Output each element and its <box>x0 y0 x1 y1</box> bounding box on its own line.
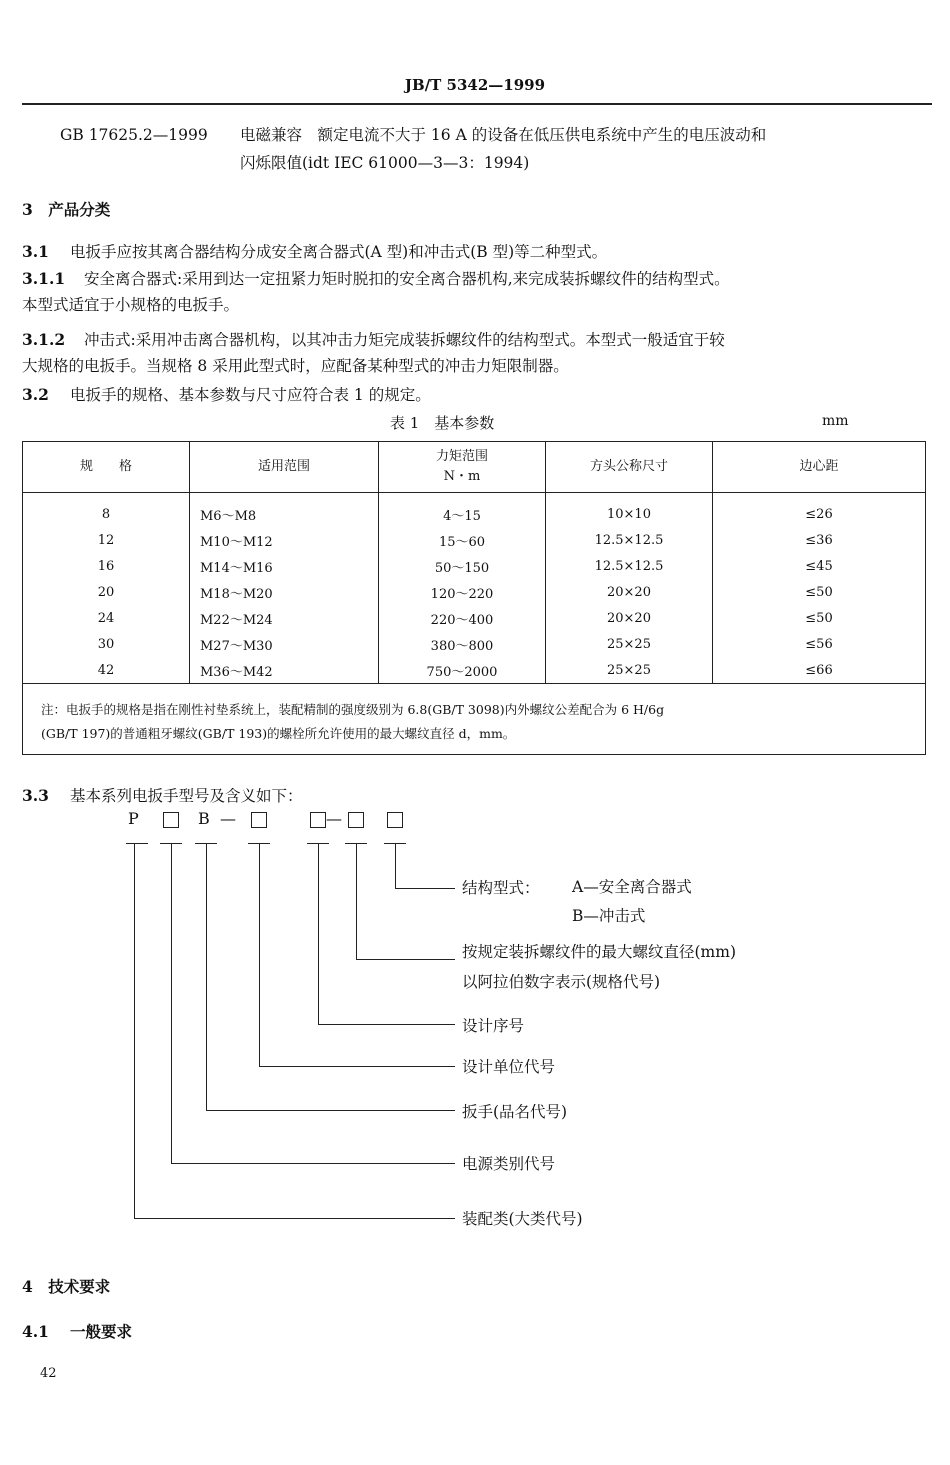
clause-3-1-2-cont: 大规格的电扳手。当规格 8 采用此型式时，应配备某种型式的冲击力矩限制器。 <box>22 357 569 375</box>
section-4-title: 4 技术要求 <box>22 1277 111 1296</box>
cell-square: 12.5×12.5 <box>546 527 713 553</box>
clause-3-1 <box>22 238 607 266</box>
table-row <box>23 631 926 657</box>
leader-vertical <box>134 843 135 1218</box>
header-range: 适用范围 <box>190 442 379 493</box>
cell-center: ≤50 <box>713 605 926 631</box>
header-spec: 规 格 <box>23 442 190 493</box>
document-header: JB/T 5342—1999 <box>404 76 546 94</box>
table-row <box>23 579 926 605</box>
header-torque <box>379 442 546 493</box>
label-wrench: 扳手(品名代号) <box>462 1103 568 1121</box>
cell-square: 20×20 <box>546 579 713 605</box>
cell-center: ≤36 <box>713 527 926 553</box>
clause-3-3 <box>22 782 303 810</box>
clause-text: 基本系列电扳手型号及含义如下： <box>70 787 303 805</box>
leader-horizontal <box>395 888 455 889</box>
clause-text: 电扳手的规格、基本参数与尺寸应符合表 1 的规定。 <box>70 386 431 404</box>
cell-square: 10×10 <box>546 493 713 528</box>
leader-horizontal <box>318 1024 455 1025</box>
cell-spec: 16 <box>23 553 190 579</box>
code-letter-b: B <box>198 809 210 828</box>
clause-text: 冲击式:采用冲击离合器机构，以其冲击力矩完成装拆螺纹件的结构型式。本型式一般适宜于较 <box>84 331 725 349</box>
label-design-seq: 设计序号 <box>462 1017 525 1035</box>
cell-center: ≤26 <box>713 493 926 528</box>
label-max-diameter-cont: 以阿拉伯数字表示(规格代号) <box>462 973 661 991</box>
reference-code: GB 17625.2—1999 <box>60 126 208 144</box>
header-square: 方头公称尺寸 <box>546 442 713 493</box>
cell-spec: 30 <box>23 631 190 657</box>
leader-vertical <box>356 843 357 959</box>
table-note-line1: 注：电扳手的规格是指在刚性衬垫系统上，装配精制的强度级别为 6.8(GB/T 3098)内外螺纹公差配合为 6 H/6g <box>41 702 665 717</box>
cell-spec: 20 <box>23 579 190 605</box>
clause-3-1-1 <box>22 265 730 293</box>
cell-spec: 12 <box>23 527 190 553</box>
header-center: 边心距 <box>713 442 926 493</box>
leader-vertical <box>318 843 319 1024</box>
cell-center: ≤66 <box>713 657 926 684</box>
label-type-a: A—安全离合器式 <box>572 878 692 896</box>
cell-torque: 50～150 <box>379 553 546 579</box>
header-torque-label: 力矩范围 <box>435 449 488 464</box>
cell-torque: 15～60 <box>379 527 546 553</box>
leader-vertical <box>206 843 207 1110</box>
table-note-line2: (GB/T 197)的普通粗牙螺纹(GB/T 193)的螺栓所允许使用的最大螺纹直径 d，mm。 <box>41 726 516 741</box>
leader-horizontal <box>206 1110 455 1111</box>
clause-4-1 <box>22 1318 132 1346</box>
table-row <box>23 657 926 684</box>
reference-title-line1: 电磁兼容 额定电流不大于 16 A 的设备在低压供电系统中产生的电压波动和 <box>240 126 767 144</box>
leader-vertical <box>171 843 172 1163</box>
label-power: 电源类别代号 <box>462 1155 556 1173</box>
label-design-unit: 设计单位代号 <box>462 1058 556 1076</box>
table-row <box>23 527 926 553</box>
cell-torque: 220～400 <box>379 605 546 631</box>
cell-range: M14～M16 <box>190 553 379 579</box>
label-max-diameter: 按规定装拆螺纹件的最大螺纹直径(mm) <box>462 943 736 961</box>
clause-text: 一般要求 <box>70 1322 133 1341</box>
header-torque-unit: N・m <box>443 469 481 484</box>
leader-vertical <box>395 843 396 888</box>
leader-horizontal <box>134 1218 455 1219</box>
cell-center: ≤56 <box>713 631 926 657</box>
clause-number: 3.3 <box>22 786 49 805</box>
clause-number: 3.1.1 <box>22 269 66 288</box>
cell-range: M36～M42 <box>190 657 379 684</box>
cell-square: 25×25 <box>546 657 713 684</box>
cell-torque: 120～220 <box>379 579 546 605</box>
table-header-row <box>23 442 926 493</box>
design-unit-box <box>251 812 267 828</box>
page-number: 42 <box>40 1366 57 1381</box>
section-3-title: 3 产品分类 <box>22 200 111 219</box>
cell-range: M6～M8 <box>190 493 379 528</box>
table-row <box>23 493 926 528</box>
clause-number: 3.2 <box>22 385 49 404</box>
structure-type-box <box>387 812 403 828</box>
label-assembly: 装配类(大类代号) <box>462 1210 583 1228</box>
clause-3-2 <box>22 381 431 409</box>
table-note-row <box>23 684 926 755</box>
parameters-table <box>22 441 926 755</box>
table-row <box>23 605 926 631</box>
header-rule <box>22 103 932 105</box>
clause-number: 3.1 <box>22 242 49 261</box>
table-row <box>23 553 926 579</box>
table-caption: 表 1 基本参数 <box>390 414 495 432</box>
cell-spec: 8 <box>23 493 190 528</box>
reference-title-line2: 闪烁限值(idt IEC 61000—3—3：1994) <box>240 154 530 172</box>
leader-horizontal <box>259 1066 455 1067</box>
cell-square: 25×25 <box>546 631 713 657</box>
cell-center: ≤50 <box>713 579 926 605</box>
leader-horizontal <box>171 1163 455 1164</box>
clause-number: 4.1 <box>22 1322 49 1341</box>
cell-spec: 42 <box>23 657 190 684</box>
cell-torque: 750～2000 <box>379 657 546 684</box>
cell-range: M27～M30 <box>190 631 379 657</box>
table-note <box>23 684 926 755</box>
label-type-b: B—冲击式 <box>572 907 646 925</box>
cell-range: M18～M20 <box>190 579 379 605</box>
code-dash: — <box>326 809 342 828</box>
clause-text: 电扳手应按其离合器结构分成安全离合器式(A 型)和冲击式(B 型)等二种型式。 <box>70 243 608 261</box>
cell-square: 20×20 <box>546 605 713 631</box>
cell-center: ≤45 <box>713 553 926 579</box>
cell-torque: 4～15 <box>379 493 546 528</box>
cell-range: M10～M12 <box>190 527 379 553</box>
spec-code-box <box>348 812 364 828</box>
tick <box>126 843 148 844</box>
clause-3-1-2 <box>22 326 725 354</box>
code-dash: — <box>220 809 236 828</box>
clause-text: 安全离合器式:采用到达一定扭紧力矩时脱扣的安全离合器机构,来完成装拆螺纹件的结构型式。 <box>84 270 730 288</box>
cell-spec: 24 <box>23 605 190 631</box>
clause-3-1-1-cont: 本型式适宜于小规格的电扳手。 <box>22 296 240 314</box>
cell-square: 12.5×12.5 <box>546 553 713 579</box>
power-type-box <box>163 812 179 828</box>
label-structure: 结构型式： <box>462 879 540 897</box>
table-unit: mm <box>822 413 849 429</box>
code-letter-p: P <box>128 809 139 828</box>
design-seq-box <box>310 812 326 828</box>
clause-number: 3.1.2 <box>22 330 66 349</box>
cell-range: M22～M24 <box>190 605 379 631</box>
cell-torque: 380～800 <box>379 631 546 657</box>
leader-vertical <box>259 843 260 1066</box>
leader-horizontal <box>356 959 455 960</box>
